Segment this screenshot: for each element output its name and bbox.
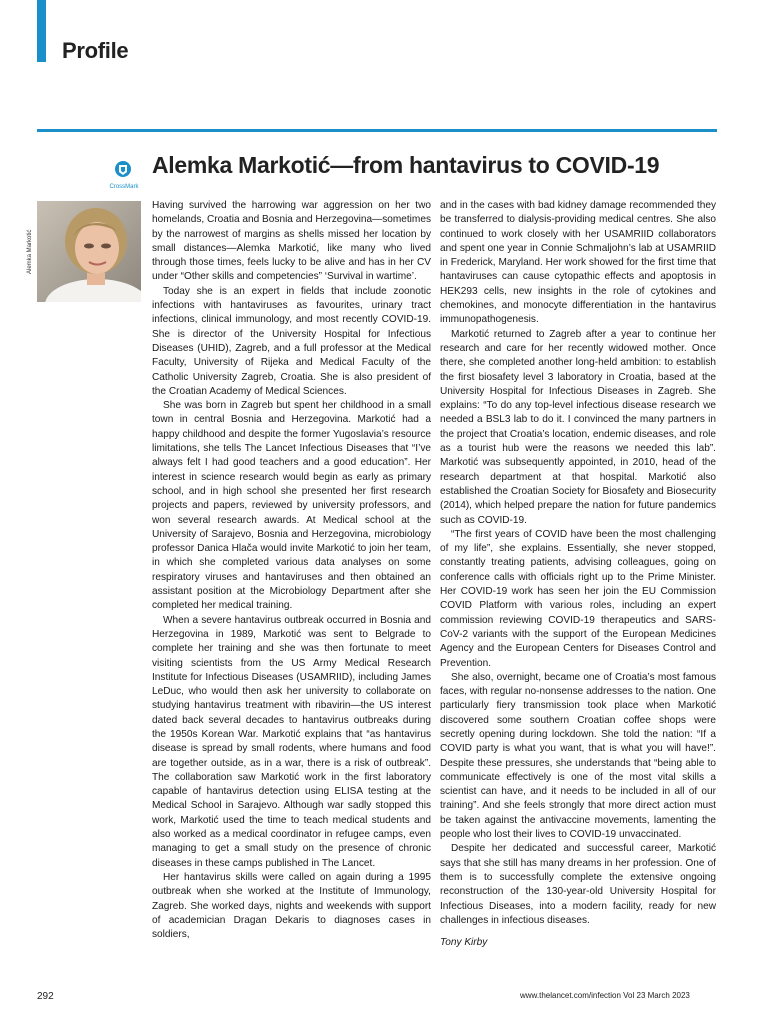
header-rule bbox=[37, 129, 717, 132]
paragraph: Her hantavirus skills were called on again during a 1995 outbreak when she worked at the Institute of Immunology, Zagreb. She worked days, nights and weekends with support of academician Dragan Dekaris to diagnoses cases in soldiers, bbox=[152, 871, 431, 941]
article-title: Alemka Markotić—from hantavirus to COVID-19 bbox=[152, 152, 660, 178]
paragraph: and in the cases with bad kidney damage recommended they be transferred to dialysis-providing medical centres. She also continued to work closely with her USAMRIID collaborators and spent one year in Connie Schmaljohn’s lab at USAMRIID in Frederick, Maryland. Her work showed for the first time that hantaviruses can cause cytopathic effects and apoptosis in HEK293 cells, new insights in the role of cytokines and chemokines, and monocyte differentiation in the hantavirus immunopathogenesis. bbox=[440, 200, 716, 326]
section-accent-bar bbox=[37, 0, 46, 62]
left-column bbox=[152, 199, 431, 942]
paragraph: Today she is an expert in fields that include zoonotic infections with hantaviruses as favourites, urinary tract infections, clinical immunology, and most recently COVID-19. She is director of the University Hospital for Infectious Diseases (UHID), Zagreb, and a full professor at the Medical Faculty, University of Rijeka and Medical Faculty of the Catholic University Zagreb, Croatia. She is also president of the Croatian Academy of Medical Sciences. bbox=[152, 285, 431, 397]
paragraph: “The first years of COVID have been the most challenging of my life”, she explains. Essentially, she never stopped, constantly treating patients, advising colleagues, going on conference calls with officials right up to the Prime Minister. Her COVID-19 work has seen her join the EU Commission COVID Platform with various roles, including an expert commission reviewing COVID-19 therapeutics and SARS-CoV-2 variants with the support of the European Medicines Agency and the European Centers for Diseases Control and Prevention. bbox=[440, 528, 716, 669]
paragraph: Markotić returned to Zagreb after a year to continue her research and care for her recently widowed mother. Once there, she completed another long-held ambition: to establish the first biosafety level 3 laboratory in Croatia, based at the University Hospital for Infectious Diseases in Zagreb. She explains: “To do any top-level infectious disease research we needed a BSL3 lab to do it. I convinced the many partners in the project that Croatia’s location, endemic diseases, and role as a tourist hub were the reasons we needed this lab”. Markotić was subsequently appointed, in 2010, head of the research department at that hospital. Markotić also established the Croatian Society for Biosafety and Biosecurity (2014), which helped prepare the nation for future pandemics such as COVID-19. bbox=[440, 328, 716, 526]
paragraph: She was born in Zagreb but spent her childhood in a small town in central Bosnia and Herzegovina. Markotić had a happy childhood and despite the former Yugoslavia’s resource limitations, she tells The Lancet Infectious Diseases that “I’ve always felt I had good teachers and a good education”. Her interest in science research would begin as early as primary school, and in high school she presented her first research projects and papers, reviewed by university professors, and won several research awards. At Medical school at the University of Sarajevo, Bosnia and Herzegovina, microbiology professor Danica Hlača would invite Markotić to join her team, in which she completed various data analyses on some respiratory viruses and hantaviruses and then obtained an assistant position at the Microbiology Department after she completed her medical training. bbox=[152, 400, 431, 612]
section-label: Profile bbox=[62, 38, 129, 63]
paragraph: Despite her dedicated and successful career, Markotić says that she still has many dreams in her profession. One of them is to successfully complete the extensive ongoing reconstruction of the 130-year-old University Hospital for Infectious Diseases, into a modern facility, ready for new challenges in infectious diseases. bbox=[440, 843, 716, 926]
paragraph: When a severe hantavirus outbreak occurred in Bosnia and Herzegovina in 1989, Markotić was sent to Belgrade to complete her training and she was then fortunate to meet visiting scientists from the US Army Medical Research Institute for Infectious Diseases (USAMRIID), including James LeDuc, who would then ask her university to collaborate on studying hantavirus treatment with ribavirin—the US interest dated back several decades to hantavirus outbreaks during the 1950s Korean War. Markotić explains that “as hantavirus disease is spread by small rodents, where humans and food are together outside, as in a war, there is a risk of outbreak”. The collaboration saw Markotić work in the first laboratory capable of hantavirus detection using ELISA testing at the Medical School in Sarajevo. Although war sadly stopped this work, Markotić used the time to teach medical students and also worked as a medical coordinator in refugee camps, even managing to get a small study on the presence of chronic diseases in these camps published in The Lancet. bbox=[152, 614, 431, 869]
author-byline: Tony Kirby bbox=[440, 937, 488, 949]
crossmark-icon[interactable] bbox=[114, 160, 132, 184]
portrait-photo bbox=[37, 201, 141, 302]
journal-footer[interactable]: www.thelancet.com/infection Vol 23 March 2023 bbox=[520, 991, 690, 1000]
paragraph: She also, overnight, became one of Croatia’s most famous faces, with regular no-nonsense addresses to the nation. One particularly fiery transmission took place when Markotić discovered some southern Croatian coffee shops were secretly opening during lockdown. She told the nation: “If a COVID party is what you want, that is what you will have!”. Despite these pressures, she understands that “being able to communicate effectively is one of the most vital skills a scientist can have, and it needs to be included in all of our training”. And she feels strongly that more direct action must be taken against the antivaccine movements, lamenting the people who lost their lives to COVID-19 unvaccinated. bbox=[440, 671, 716, 841]
page-number: 292 bbox=[37, 991, 54, 1002]
crossmark-label: CrossMark bbox=[109, 184, 139, 190]
photo-credit: Alemka Markotić bbox=[27, 229, 33, 274]
paragraph: Having survived the harrowing war aggression on her two homelands, Croatia and Bosnia and Herzegovina—sometimes by the narrowest of margins as shells missed her location by small distances—Alemka Markotić, like many who lived through those times, feels lucky to be alive and has in her CV under “Other skills and competencies” ‘Survival in wartime’. bbox=[152, 200, 431, 283]
right-column bbox=[440, 199, 716, 950]
